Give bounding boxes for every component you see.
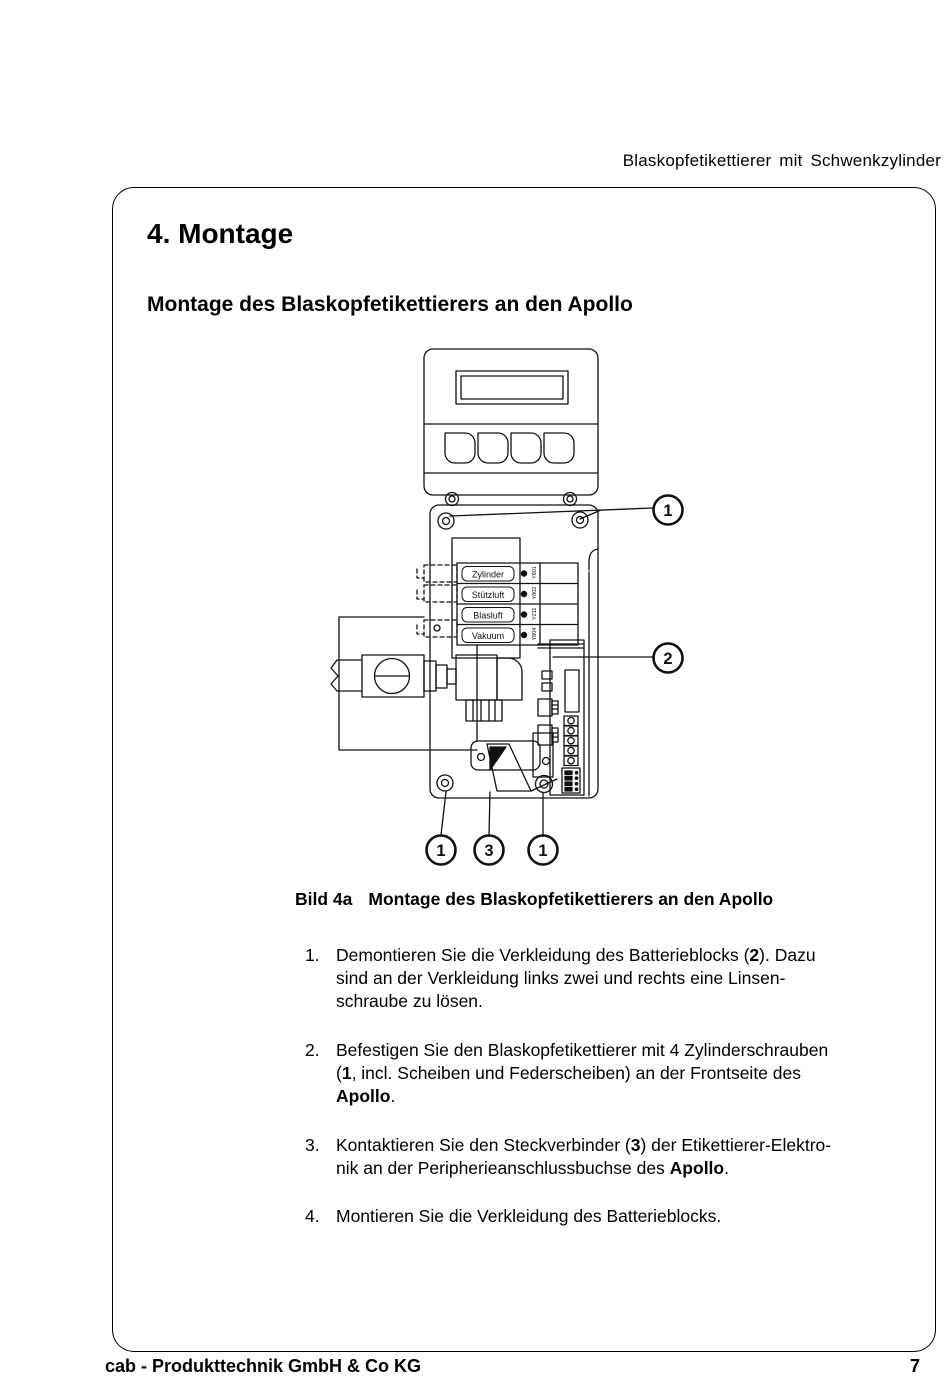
- chapter-title: 4. Montage: [147, 218, 294, 249]
- side-connectors: [538, 671, 558, 745]
- printer-control-panel: [424, 349, 598, 506]
- callout-number: 1: [436, 842, 446, 860]
- valve-label: Zylinder: [471, 569, 505, 580]
- callout-number: 3: [484, 842, 494, 860]
- step-text: Befestigen Sie den Blaskopfetikettierer mit 4 Zylinderschrauben (1, incl. Scheiben und Federscheiben) an der Frontseite des Apollo.: [336, 1040, 829, 1106]
- panel-button: [445, 433, 475, 463]
- valve-label: Stützluft: [471, 590, 505, 600]
- footer-company: cab - Produkttechnik GmbH & Co KG: [105, 1356, 422, 1376]
- valve-code: Y801: [532, 566, 538, 579]
- pneumatic-fittings: [417, 565, 457, 637]
- step-text: Demontieren Sie die Verkleidung des Batterieblocks (2). Dazu sind an der Verkleidung links zwei und rechts eine Linsen- schraube zu lösen.: [336, 945, 816, 1011]
- instruction-step-3: [305, 1134, 925, 1180]
- running-header: Blaskopfetikettierer mit Schwenkzylinder: [622, 151, 941, 170]
- connector-bracket: [471, 733, 557, 793]
- step-number: 2.: [305, 1040, 320, 1060]
- valve-label: Vakuum: [471, 631, 505, 641]
- instruction-step-2: [305, 1039, 925, 1108]
- step-text: Montieren Sie die Verkleidung des Batterieblocks.: [336, 1206, 722, 1226]
- figure-caption: [295, 889, 773, 910]
- valve-label: Blasluft: [473, 610, 503, 621]
- instruction-step-1: [305, 944, 925, 1013]
- swivel-cylinder-assembly: [331, 655, 522, 721]
- section-title: Montage des Blaskopfetikettierers an den Apollo: [147, 293, 633, 316]
- instruction-list: [305, 944, 925, 1254]
- assembly-diagram: [325, 340, 705, 870]
- step-number: 3.: [305, 1135, 320, 1155]
- labeler-electronics-board: [538, 640, 584, 795]
- callout-number: 2: [663, 650, 673, 668]
- step-number: 1.: [305, 945, 320, 965]
- figure-caption-text: Montage des Blaskopfetikettierers an den Apollo: [368, 889, 774, 909]
- callout-number: 1: [663, 502, 673, 520]
- cylinder-screw: [437, 512, 588, 791]
- step-number: 4.: [305, 1206, 320, 1226]
- terminal-block: [564, 716, 578, 766]
- dip-switch: [562, 768, 580, 793]
- footer-page-number: 7: [909, 1356, 920, 1376]
- instruction-step-4: [305, 1205, 925, 1228]
- panel-button: [478, 433, 508, 463]
- valve-code: Y211: [532, 607, 538, 620]
- valve-code: Y802: [532, 586, 538, 600]
- step-text: Kontaktieren Sie den Steckverbinder (3) der Etikettierer-Elektro- nik an der Peripherieanschlussbuchse des Apollo.: [336, 1135, 832, 1178]
- valve-code: Y804: [532, 627, 538, 641]
- figure-caption-label: Bild 4a: [295, 889, 353, 909]
- callout-number: 1: [538, 842, 548, 860]
- panel-button: [511, 433, 541, 463]
- panel-button: [544, 433, 574, 463]
